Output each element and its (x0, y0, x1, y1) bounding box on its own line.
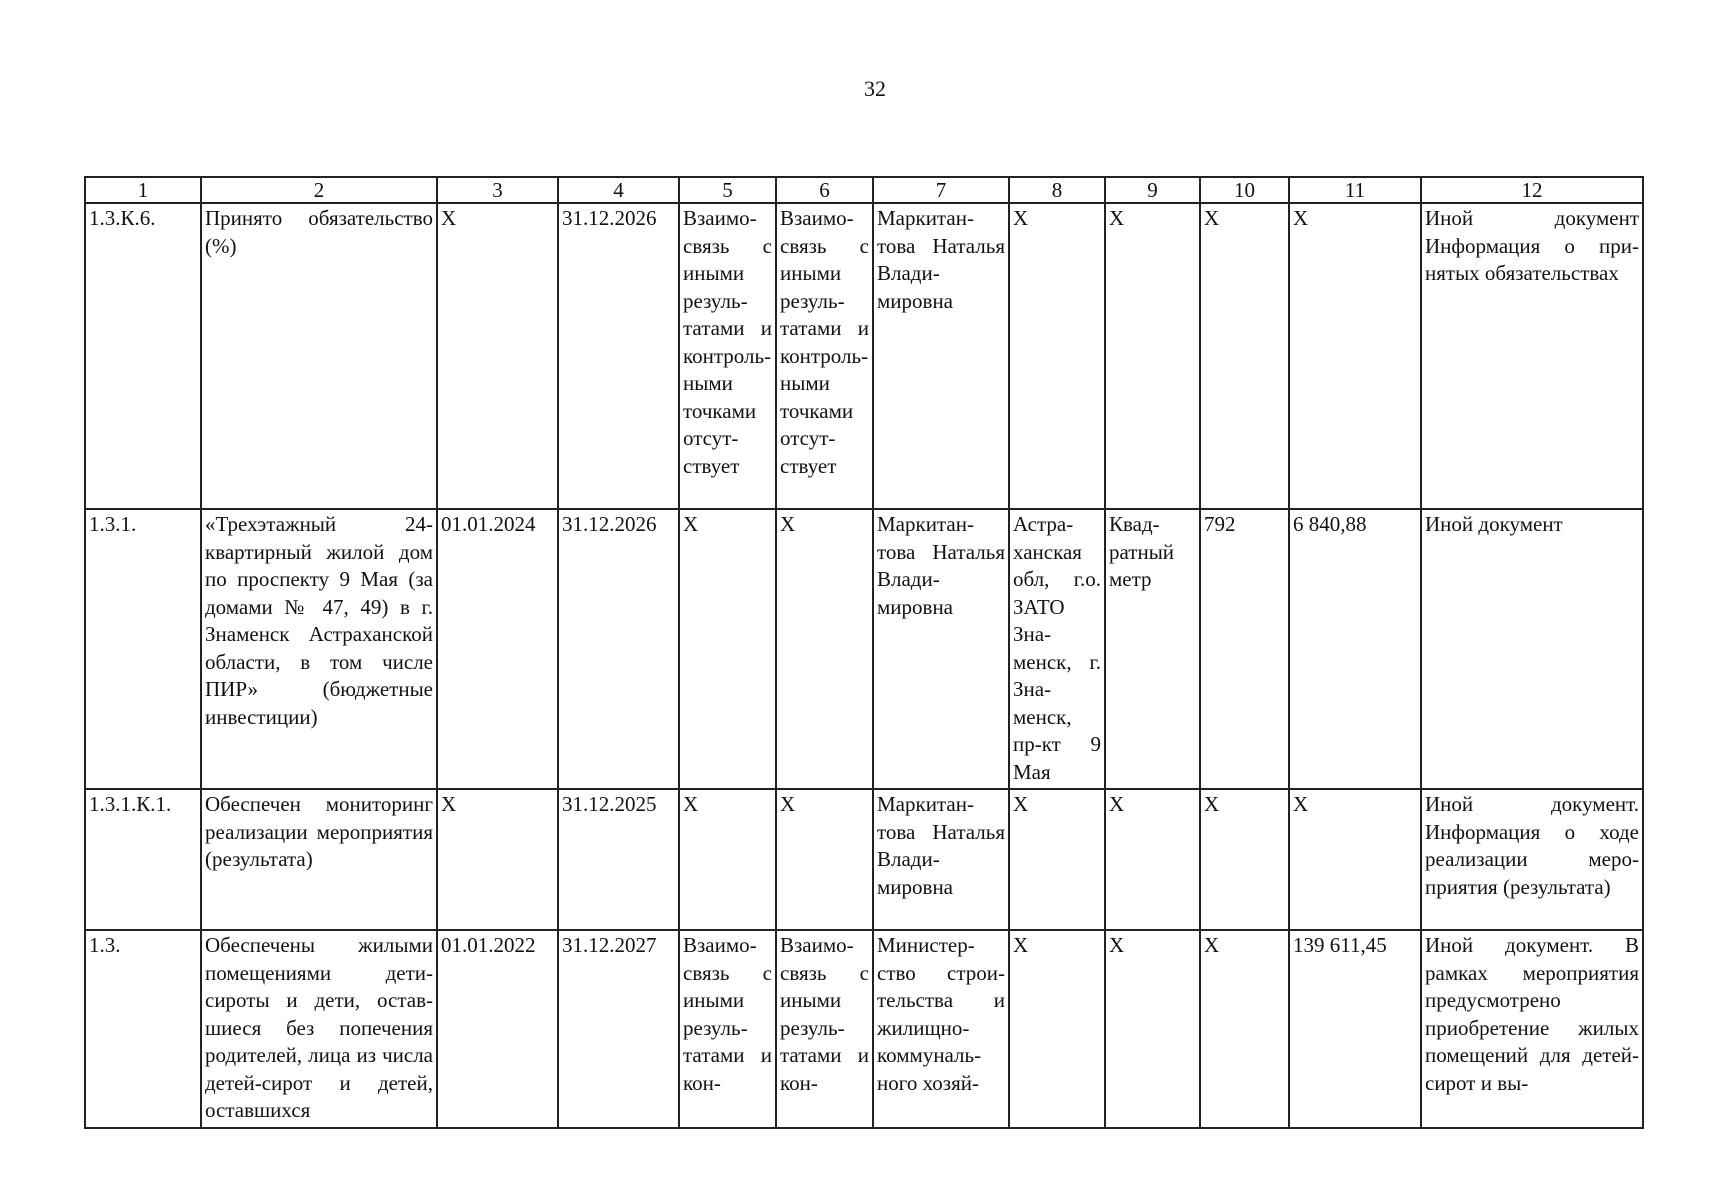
responsible-cell: Маркитантова Наталья Владимировна (873, 509, 1009, 789)
document-cell: Иной документ. В рамках мероприятия предусмотрено приобретение жилых помещений для детей-сирот и вы- (1421, 930, 1643, 1128)
relation-cell: X (776, 509, 873, 789)
column-header: 12 (1421, 177, 1643, 203)
amount-cell: 6 840,88 (1289, 509, 1421, 789)
table-row (85, 930, 1643, 1128)
relation-cell: Взаимосвязь с иными результатами и контрольными точками отсутствует (776, 203, 873, 509)
relation-cell: Взаимосвязь с иными результатами и контрольными точками отсутствует (679, 203, 776, 509)
location-cell: Астраханская обл, г.о. ЗАТО Знаменск, г. Знаменск, пр-кт 9 Мая (1009, 509, 1105, 789)
result-name-cell: Принято обязательство (%) (201, 203, 437, 509)
responsible-cell: Маркитантова Наталья Владимировна (873, 789, 1009, 930)
amount-cell: X (1289, 203, 1421, 509)
end-date-cell: 31.12.2025 (558, 789, 679, 930)
start-date-cell: 01.01.2024 (437, 509, 558, 789)
header-row (85, 177, 1643, 203)
start-date-cell: 01.01.2022 (437, 930, 558, 1128)
amount-cell: X (1289, 789, 1421, 930)
value-cell: X (1200, 930, 1289, 1128)
value-cell: X (1200, 203, 1289, 509)
table-row (85, 203, 1643, 509)
column-header: 9 (1105, 177, 1200, 203)
responsible-cell: Маркитантова Наталья Владимировна (873, 203, 1009, 509)
column-header: 1 (85, 177, 201, 203)
relation-cell: Взаимосвязь с иными результатами и кон- (776, 930, 873, 1128)
column-header: 8 (1009, 177, 1105, 203)
column-header: 11 (1289, 177, 1421, 203)
start-date-cell: X (437, 203, 558, 509)
unit-cell: X (1105, 930, 1200, 1128)
relation-cell: X (679, 789, 776, 930)
row-number-cell: 1.3.К.6. (85, 203, 201, 509)
column-header: 6 (776, 177, 873, 203)
relation-cell: X (679, 509, 776, 789)
end-date-cell: 31.12.2026 (558, 203, 679, 509)
row-number-cell: 1.3. (85, 930, 201, 1128)
value-cell: X (1200, 789, 1289, 930)
location-cell: X (1009, 930, 1105, 1128)
column-header: 2 (201, 177, 437, 203)
data-table (84, 176, 1644, 1129)
location-cell: X (1009, 789, 1105, 930)
column-header: 3 (437, 177, 558, 203)
document-cell: Иной документ Информация о принятых обязательствах (1421, 203, 1643, 509)
unit-cell: X (1105, 203, 1200, 509)
column-header: 7 (873, 177, 1009, 203)
row-number-cell: 1.3.1.К.1. (85, 789, 201, 930)
column-header: 5 (679, 177, 776, 203)
end-date-cell: 31.12.2026 (558, 509, 679, 789)
location-cell: X (1009, 203, 1105, 509)
table-row (85, 789, 1643, 930)
relation-cell: Взаимосвязь с иными результатами и кон- (679, 930, 776, 1128)
document-cell: Иной документ (1421, 509, 1643, 789)
table-row (85, 509, 1643, 789)
unit-cell: X (1105, 789, 1200, 930)
start-date-cell: X (437, 789, 558, 930)
end-date-cell: 31.12.2027 (558, 930, 679, 1128)
responsible-cell: Министерство строительства и жилищно-коммунального хозяй- (873, 930, 1009, 1128)
result-name-cell: «Трехэтажный 24-квартирный жилой дом по проспекту 9 Мая (за домами № 47, 49) в г. Знаменск Астраханской области, в том числе ПИР» (бюджетные инвестиции) (201, 509, 437, 789)
relation-cell: X (776, 789, 873, 930)
row-number-cell: 1.3.1. (85, 509, 201, 789)
column-header: 10 (1200, 177, 1289, 203)
result-name-cell: Обеспечен мониторинг реализации мероприятия (результата) (201, 789, 437, 930)
unit-cell: Квадратный метр (1105, 509, 1200, 789)
amount-cell: 139 611,45 (1289, 930, 1421, 1128)
column-header: 4 (558, 177, 679, 203)
page-number: 32 (864, 76, 886, 101)
value-cell: 792 (1200, 509, 1289, 789)
result-name-cell: Обеспечены жилыми помещениями дети-сироты и дети, оставшиеся без попечения родителей, лица из числа детей-сирот и детей, оставшихся (201, 930, 437, 1128)
document-cell: Иной документ. Информация о ходе реализации мероприятия (результата) (1421, 789, 1643, 930)
